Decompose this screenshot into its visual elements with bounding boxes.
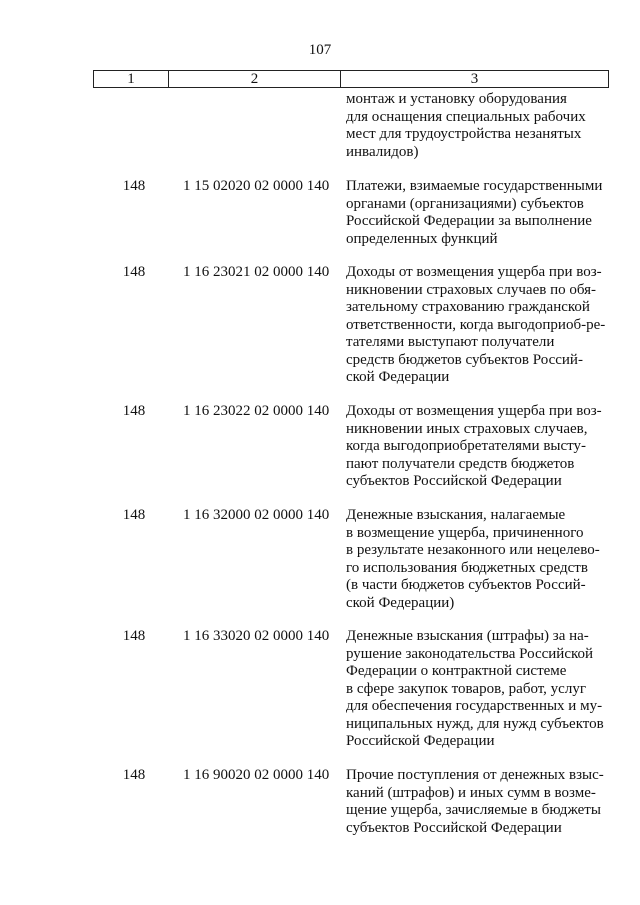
description-line: Платежи, взимаемые государственными	[346, 178, 603, 194]
description-line: никновении иных страховых случаев,	[346, 420, 588, 437]
description-line: органами (организациями) субъектов	[346, 195, 584, 212]
admin-code: 148	[122, 628, 146, 644]
budget-classification-code: 1 16 90020 02 0000 140	[183, 767, 330, 783]
row-description	[346, 403, 608, 491]
budget-classification-code: 1 15 02020 02 0000 140	[183, 178, 330, 194]
description-line: средств бюджетов субъектов Россий-	[346, 351, 583, 368]
description-line: каний (штрафов) и иных сумм в возме-	[346, 784, 596, 801]
admin-code: 148	[122, 178, 146, 194]
row-description	[346, 264, 608, 387]
description-line: Денежные взыскания (штрафы) за на-	[346, 628, 589, 644]
row-description	[346, 91, 608, 161]
description-line: Доходы от возмещения ущерба при воз-	[346, 264, 602, 280]
description-line: го использования бюджетных средств	[346, 559, 588, 576]
admin-code: 148	[122, 767, 146, 783]
description-line: для обеспечения государственных и му-	[346, 698, 603, 714]
description-line: мест для трудоустройства незанятых	[346, 126, 582, 142]
description-line: ской Федерации)	[346, 594, 455, 611]
admin-code: 148	[122, 507, 146, 523]
description-line: Федерации о контрактной системе	[346, 663, 567, 679]
description-line: в возмещение ущерба, причиненного	[346, 524, 584, 541]
admin-code: 148	[122, 264, 146, 280]
admin-code: 148	[122, 403, 146, 419]
description-line: пают получатели средств бюджетов	[346, 455, 575, 472]
description-line: ответственности, когда выгодоприоб-ре-	[346, 316, 606, 333]
row-description	[346, 178, 608, 248]
budget-classification-code: 1 16 32000 02 0000 140	[183, 507, 330, 523]
description-line: субъектов Российской Федерации	[346, 473, 562, 489]
description-line: когда выгодоприобретателями высту-	[346, 438, 586, 454]
description-line: субъектов Российской Федерации	[346, 819, 562, 836]
description-line: (в части бюджетов субъектов Россий-	[346, 577, 586, 593]
description-line: зательному страхованию гражданской	[346, 299, 590, 315]
description-line: Российской Федерации	[346, 733, 495, 749]
description-line: в результате незаконного или нецелево-	[346, 542, 600, 558]
budget-classification-code: 1 16 33020 02 0000 140	[183, 628, 330, 644]
description-line: Денежные взыскания, налагаемые	[346, 507, 566, 523]
description-line: никновении страховых случаев по обя-	[346, 281, 597, 298]
description-line: Доходы от возмещения ущерба при воз-	[346, 403, 602, 419]
row-description	[346, 767, 608, 837]
description-line: ниципальных нужд, для нужд субъектов	[346, 715, 604, 732]
description-line: для оснащения специальных рабочих	[346, 108, 586, 125]
description-line: монтаж и установку оборудования	[346, 91, 567, 107]
description-line: определенных функций	[346, 230, 498, 247]
description-line: ской Федерации	[346, 369, 450, 385]
description-line: в сфере закупок товаров, работ, услуг	[346, 680, 586, 697]
description-line: Прочие поступления от денежных взыс-	[346, 767, 604, 783]
budget-classification-code: 1 16 23021 02 0000 140	[183, 264, 330, 280]
page-number: 107	[308, 42, 332, 58]
budget-classification-code: 1 16 23022 02 0000 140	[183, 403, 330, 419]
row-description	[346, 628, 608, 751]
description-line: Российской Федерации за выполнение	[346, 213, 592, 229]
description-line: инвалидов)	[346, 143, 419, 160]
column-header-3: 3	[470, 71, 479, 87]
column-header-2: 2	[169, 71, 341, 87]
description-line: рушение законодательства Российской	[346, 645, 594, 662]
description-line: щение ущерба, зачисляемые в бюджеты	[346, 802, 601, 818]
description-line: тателями выступают получатели	[346, 334, 555, 350]
column-header-1: 1	[94, 71, 169, 87]
row-description	[346, 507, 608, 612]
